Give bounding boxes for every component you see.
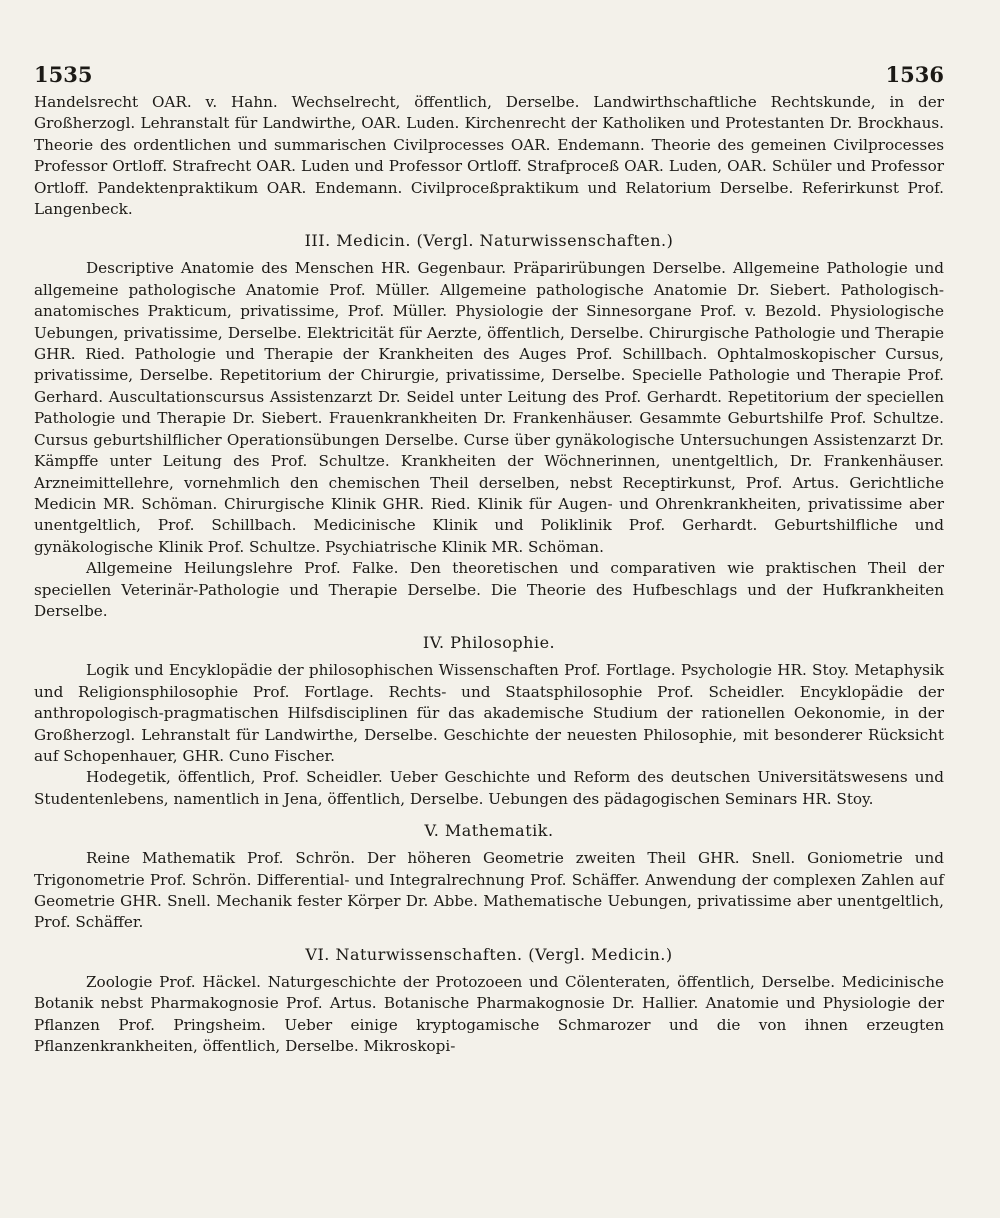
paragraph-mathematik-1: Reine Mathematik Prof. Schrön. Der höheren Geometrie zweiten Theil GHR. Snell. Goniometrie und Trigonometrie Prof. Schrön. Differential- und Integralrechnung Prof. Schäffer. Anwendung der complexen Zahlen auf Geometrie GHR. Snell. Mechanik fester Körper Dr. Abbe. Mathematische Uebungen, privatissime aber unentgeltlich, Prof. Schäffer. — [34, 849, 944, 932]
page-number-right: 1536 — [885, 62, 944, 87]
paragraph-philosophie-2: Hodegetik, öffentlich, Prof. Scheidler. Ueber Geschichte und Reform des deutschen Universitätswesens und Studentenlebens, namentlich in Jena, öffentlich, Derselbe. Uebungen des pädagogischen Seminars HR. Stoy. — [34, 768, 944, 808]
section-heading-medicin: III. Medicin. (Vergl. Naturwissenschaften.) — [304, 231, 674, 251]
section-heading-mathematik: V. Mathematik. — [424, 821, 554, 841]
section-heading-naturwissenschaften: VI. Naturwissenschaften. (Vergl. Medicin.) — [305, 944, 673, 964]
page-number-left: 1535 — [34, 62, 93, 87]
page-header — [34, 58, 944, 92]
document-page — [34, 58, 944, 1057]
body-text — [34, 92, 944, 1057]
paragraph-medicin-2: Allgemeine Heilungslehre Prof. Falke. Den theoretischen und comparativen wie praktischen Theil der speciellen Veterinär-Pathologie und Therapie Derselbe. Die Theorie des Hufbeschlags und der Hufkrankheiten Derselbe. — [34, 559, 944, 620]
paragraph-medicin-1: Descriptive Anatomie des Menschen HR. Gegenbaur. Präparirübungen Derselbe. Allgemeine Pathologie und allgemeine pathologische Anatomie Prof. Müller. Allgemeine pathologische Anatomie Dr. Siebert. Pathologisch-anatomisches Prakticum, privatissime, Prof. Müller. Physiologie der Sinnesorgane Prof. v. Bezold. Physiologische Uebungen, privatissime, Derselbe. Elektricität für Aerzte, öffentlich, Derselbe. Chirurgische Pathologie und Therapie GHR. Ried. Pathologie und Therapie der Krankheiten des Auges Prof. Schillbach. Ophtalmoskopischer Cursus, privatissime, Derselbe. Repetitorium der Chirurgie, privatissime, Derselbe. Specielle Pathologie und Therapie Prof. Gerhard. Auscultationscursus Assistenzarzt Dr. Seidel unter Leitung des Prof. Gerhardt. Repetitorium der speciellen Pathologie und Therapie Dr. Siebert. Frauenkrankheiten Dr. Frankenhäuser. Gesammte Geburtshilfe Prof. Schultze. Cursus geburtshilflicher Operationsübungen Derselbe. Curse über gynäkologische Untersuchungen Assistenzarzt Dr. Kämpffe unter Leitung des Prof. Schultze. Krankheiten der Wöchnerinnen, unentgeltlich, Dr. Frankenhäuser. Arzneimittellehre, vornehmlich den chemischen Theil derselben, nebst Receptirkunst, Prof. Artus. Gerichtliche Medicin MR. Schöman. Chirurgische Klinik GHR. Ried. Klinik für Augen- und Ohrenkrankheiten, privatissime aber unentgeltlich, Prof. Schillbach. Medicinische Klinik und Poliklinik Prof. Gerhardt. Geburtshilfliche und gynäkologische Klinik Prof. Schultze. Psychiatrische Klinik MR. Schöman. — [34, 259, 944, 556]
section-heading-philosophie: IV. Philosophie. — [422, 633, 556, 653]
paragraph-philosophie-1: Logik und Encyklopädie der philosophischen Wissenschaften Prof. Fortlage. Psychologie HR. Stoy. Metaphysik und Religionsphilosophie Prof. Fortlage. Rechts- und Staatsphilosophie Prof. Scheidler. Encyklopädie der anthropologisch-pragmatischen Hilfsdisciplinen für das akademische Studium der rationellen Oekonomie, in der Großherzogl. Lehranstalt für Landwirthe, Derselbe. Geschichte der neuesten Philosophie, mit besonderer Rücksicht auf Schopenhauer, GHR. Cuno Fischer. — [34, 661, 944, 765]
paragraph-law-continuation: Handelsrecht OAR. v. Hahn. Wechselrecht, öffentlich, Derselbe. Landwirthschaftliche Rechtskunde, in der Großherzogl. Lehranstalt für Landwirthe, OAR. Luden. Kirchenrecht der Katholiken und Protestanten Dr. Brockhaus. Theorie des ordentlichen und summarischen Civilprocesses OAR. Endemann. Theorie des gemeinen Civilprocesses Professor Ortloff. Strafrecht OAR. Luden und Professor Ortloff. Strafproceß OAR. Luden, OAR. Schüler und Professor Ortloff. Pandektenpraktikum OAR. Endemann. Civilproceßpraktikum und Relatorium Derselbe. Referirkunst Prof. Langenbeck. — [34, 93, 944, 219]
paragraph-naturwissenschaften-1: Zoologie Prof. Häckel. Naturgeschichte der Protozoeen und Cölenteraten, öffentlich, Derselbe. Medicinische Botanik nebst Pharmakognosie Prof. Artus. Botanische Pharmakognosie Dr. Hallier. Anatomie und Physiologie der Pflanzen Prof. Pringsheim. Ueber einige kryptogamische Schmarozer und die von ihnen erzeugten Pflanzenkrankheiten, öffentlich, Derselbe. Mikroskopi- — [34, 972, 944, 1056]
